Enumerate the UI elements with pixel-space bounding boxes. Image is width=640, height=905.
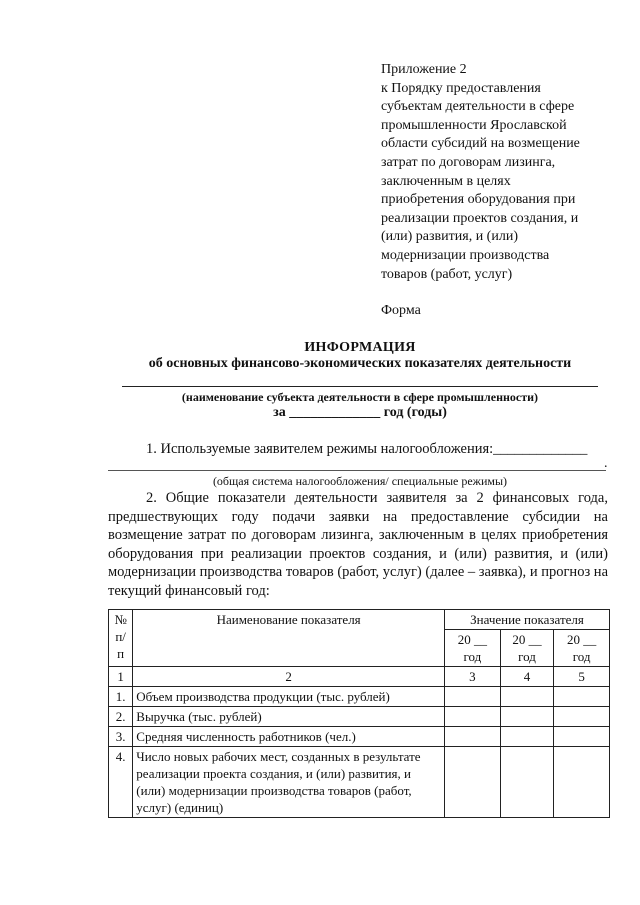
- appendix-line: (или) развития, и (или): [381, 229, 518, 245]
- table-row: [109, 727, 610, 747]
- value-cell[interactable]: [500, 747, 554, 818]
- appendix-block: [381, 61, 621, 321]
- value-cell[interactable]: [554, 727, 610, 747]
- appendix-line: заключенным в целях: [381, 173, 511, 189]
- appendix-line: товаров (работ, услуг): [381, 266, 513, 282]
- appendix-line: реализации проектов создания, и: [381, 210, 579, 226]
- value-cell[interactable]: [500, 707, 554, 727]
- form-label: Форма: [381, 303, 421, 319]
- table-row: [109, 707, 610, 727]
- value-cell[interactable]: [554, 747, 610, 818]
- value-cell[interactable]: [445, 687, 501, 707]
- tax-regime-fill-line: [108, 470, 606, 471]
- document-title: ИНФОРМАЦИЯ: [304, 340, 416, 355]
- row-indicator-name: Число новых рабочих мест, созданных в результате реализации проекта создания, и (или) развития, и (или) модернизации производства товаров (работ, услуг) (единиц): [133, 747, 445, 818]
- appendix-line: затрат по договорам лизинга,: [381, 154, 556, 170]
- header-year: 20 __ год: [445, 630, 501, 667]
- value-cell[interactable]: [500, 727, 554, 747]
- column-number: 2: [133, 667, 445, 687]
- row-number: 4.: [109, 747, 133, 818]
- value-cell[interactable]: [500, 687, 554, 707]
- header-year: 20 __ год: [554, 630, 610, 667]
- row-indicator-name: Средняя численность работников (чел.): [133, 727, 445, 747]
- appendix-line: приобретения оборудования при: [381, 192, 576, 208]
- row-indicator-name: Объем производства продукции (тыс. рублей): [133, 687, 445, 707]
- header-year: 20 __ год: [500, 630, 554, 667]
- value-cell[interactable]: [554, 687, 610, 707]
- column-number: 5: [554, 667, 610, 687]
- document-subtitle: об основных финансово-экономических показателях деятельности: [148, 356, 572, 371]
- value-cell[interactable]: [445, 727, 501, 747]
- appendix-line: промышленности Ярославской: [381, 117, 567, 133]
- indicators-table: [108, 609, 610, 818]
- header-no: № п/ п: [109, 610, 133, 667]
- column-number: 4: [500, 667, 554, 687]
- value-cell[interactable]: [445, 707, 501, 727]
- appendix-line: модернизации производства: [381, 247, 550, 263]
- table-header-row: [109, 610, 610, 630]
- entity-name-line: [122, 386, 598, 387]
- indicators-intro-paragraph: 2. Общие показатели деятельности заявителя за 2 финансовых года, предшествующих году подачи заявки на предоставление субсидии на возмещение затрат по договорам лизинга, заключенным в целях приобретения оборудования при реализации проектов создания, и (или) развития, и (или) модернизации производства товаров (работ, услуг) (далее – заявка), и прогноз на текущий финансовый год:: [108, 490, 608, 599]
- table-row: [109, 747, 610, 818]
- entity-name-caption: (наименование субъекта деятельности в сфере промышленности): [181, 390, 539, 404]
- value-cell[interactable]: [445, 747, 501, 818]
- row-indicator-name: Выручка (тыс. рублей): [133, 707, 445, 727]
- column-number-row: [109, 667, 610, 687]
- column-number: 3: [445, 667, 501, 687]
- row-number: 1.: [109, 687, 133, 707]
- appendix-line: Приложение 2: [381, 62, 467, 77]
- appendix-line: области субсидий на возмещение: [381, 136, 580, 152]
- tax-regime-period: .: [604, 456, 608, 471]
- appendix-line: к Порядку предоставления: [381, 80, 541, 96]
- header-indicator-name: Наименование показателя: [133, 610, 445, 667]
- value-cell[interactable]: [554, 707, 610, 727]
- row-number: 3.: [109, 727, 133, 747]
- column-number: 1: [109, 667, 133, 687]
- tax-regime-caption: (общая система налогообложения/ специальные режимы): [212, 474, 508, 488]
- period-line: за _____________ год (годы): [273, 405, 447, 420]
- appendix-line: субъектам деятельности в сфере: [381, 99, 575, 115]
- table-row: [109, 687, 610, 707]
- header-value-group: Значение показателя: [445, 610, 610, 630]
- tax-regime-paragraph: 1. Используемые заявителем режимы налогообложения:_____________: [146, 441, 588, 457]
- row-number: 2.: [109, 707, 133, 727]
